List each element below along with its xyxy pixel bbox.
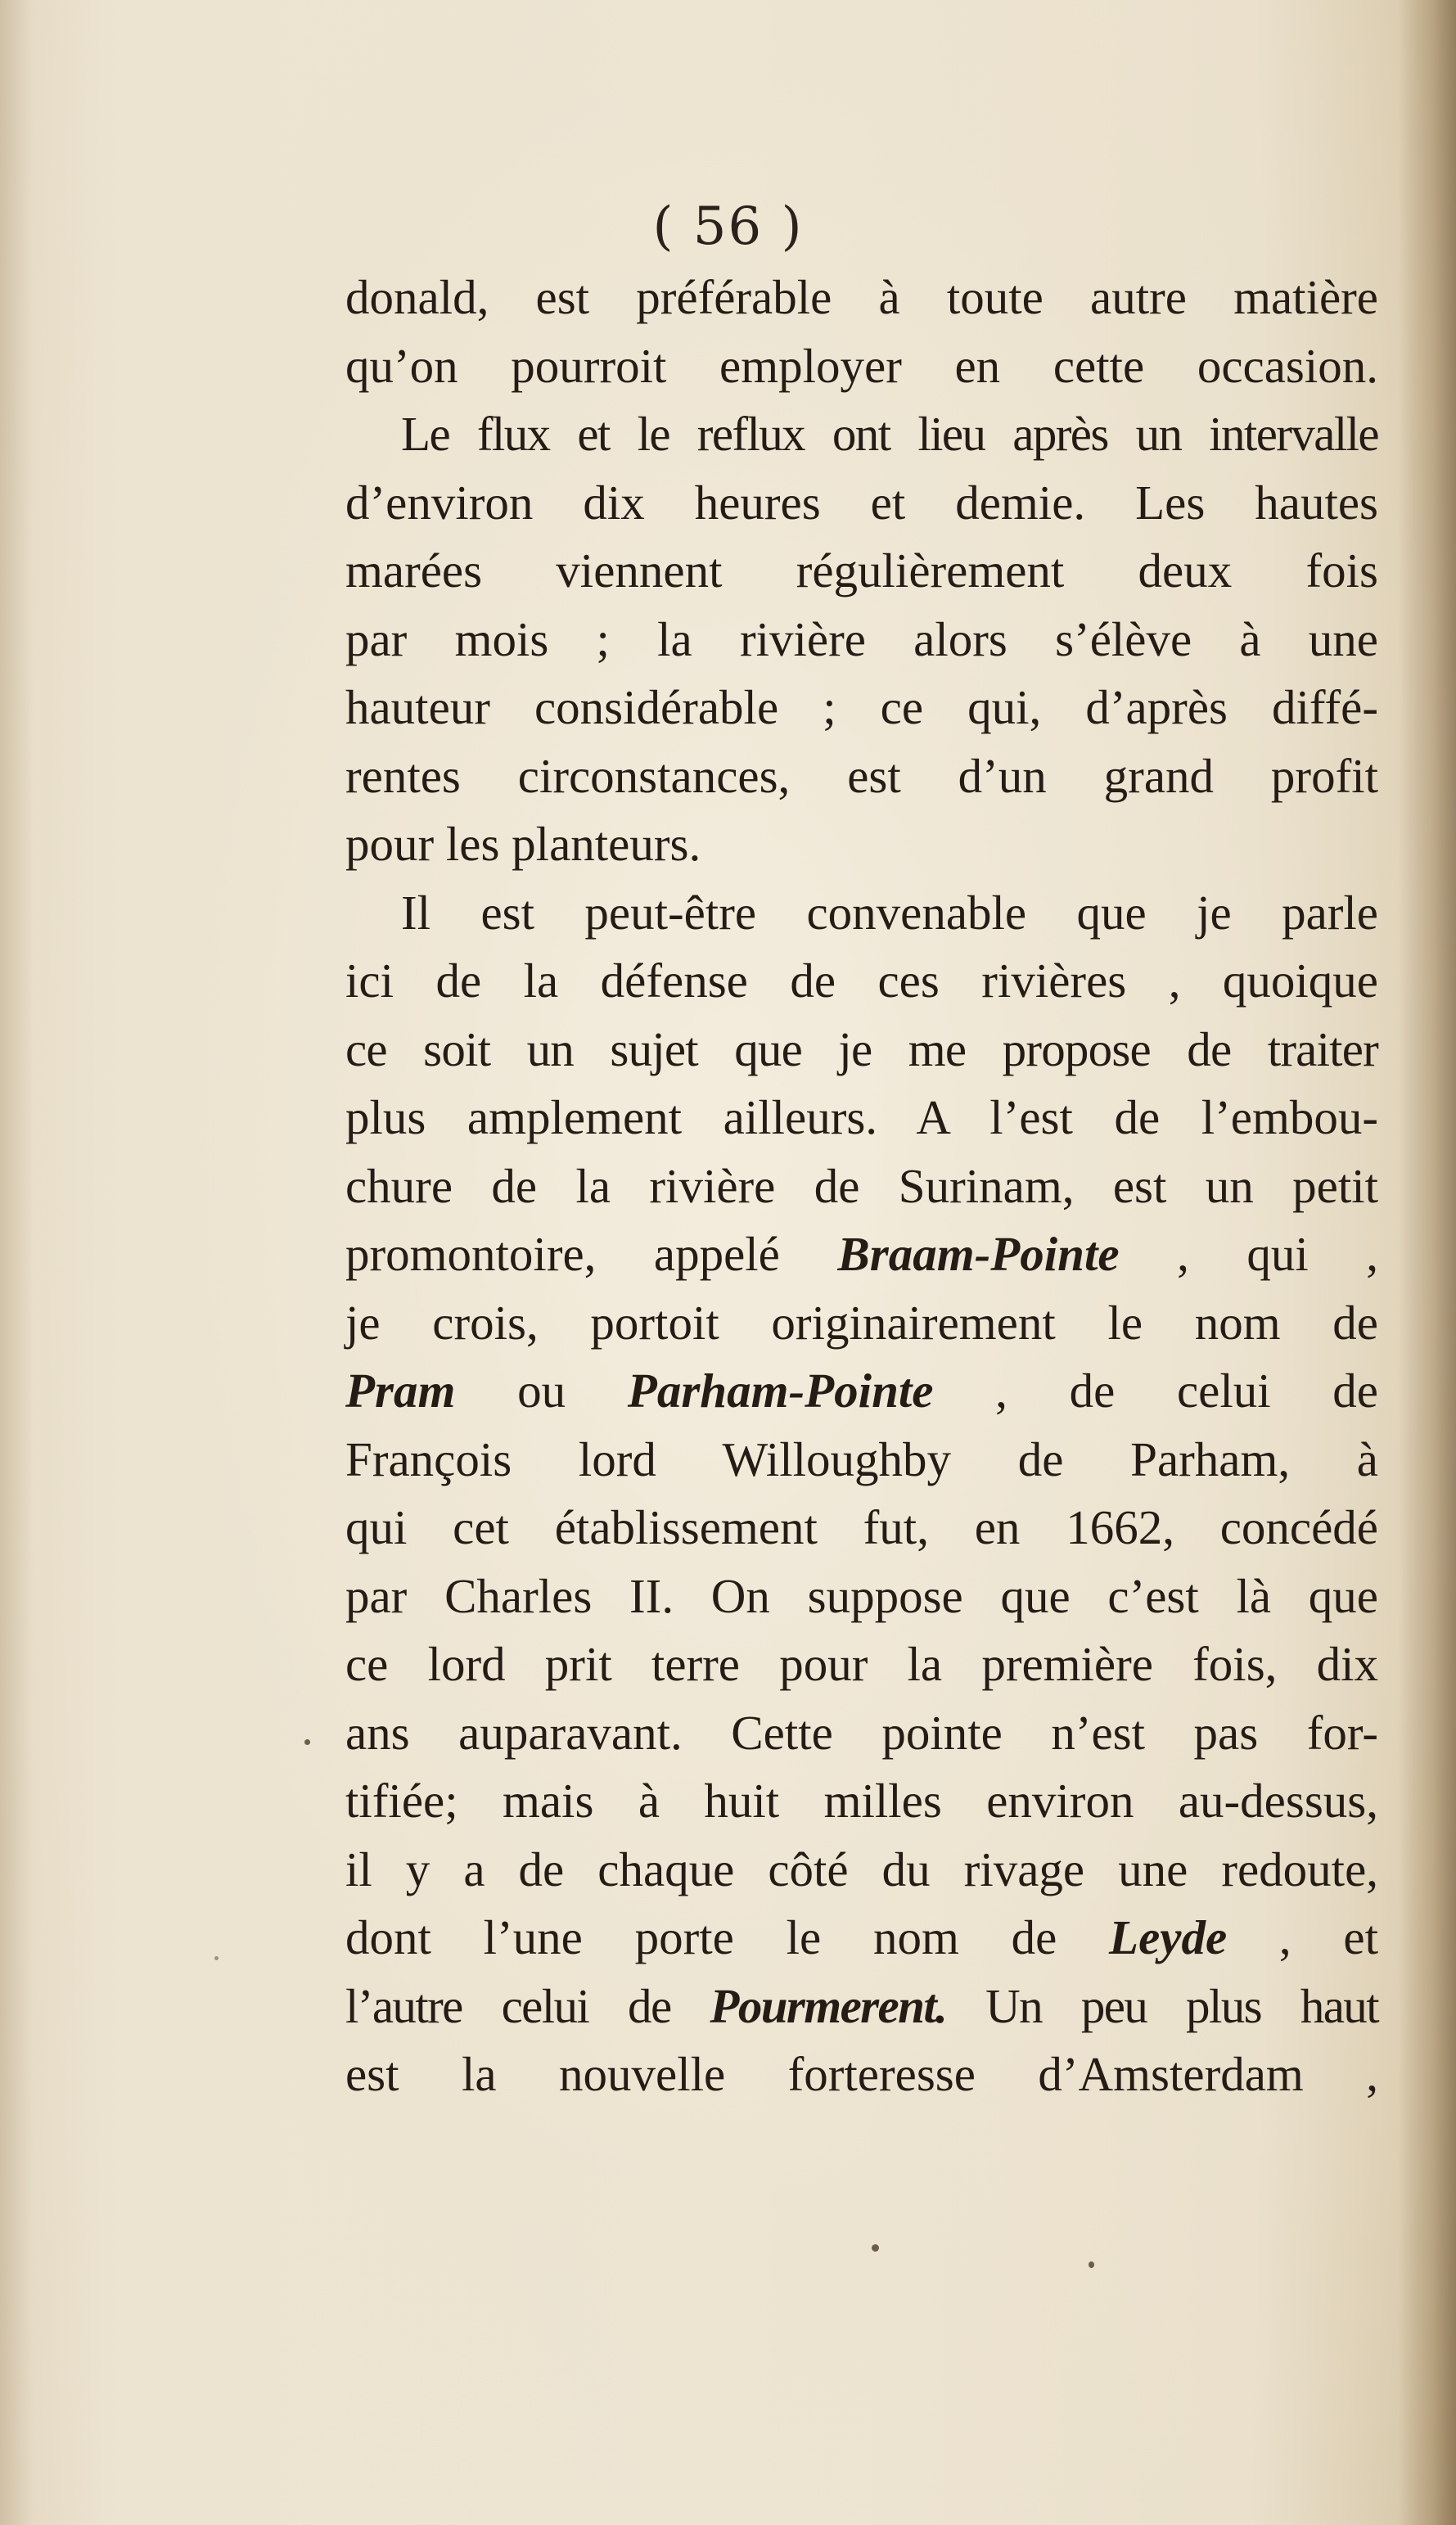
place-name-italic: Leyde	[1109, 1910, 1228, 1964]
paper-speck	[872, 2244, 879, 2252]
text-line: ici de la défense de ces rivières , quoique	[345, 954, 1378, 1008]
text-segment: dont l’une porte le nom de	[345, 1910, 1110, 1964]
text-line: Le flux et le reflux ont lieu après un intervalle	[401, 407, 1378, 461]
text-line	[345, 1220, 1378, 1289]
text-line: François lord Willoughby de Parham, à	[345, 1432, 1378, 1486]
text-line: je crois, portoit originairement le nom de	[345, 1295, 1378, 1350]
text-line: est la nouvelle forteresse d’Amsterdam ,	[345, 2047, 1378, 2101]
text-line: qui cet établissement fut, en 1662, concédé	[345, 1500, 1378, 1554]
text-line	[345, 1973, 1378, 2041]
text-line: par mois ; la rivière alors s’élève à une	[345, 611, 1378, 666]
text-line: tifiée; mais à huit milles environ au-dessus,	[345, 1774, 1378, 1828]
paper-speck	[214, 1956, 219, 1960]
text-segment: Un peu plus haut	[946, 1978, 1378, 2033]
page-number: ( 56 )	[652, 196, 804, 257]
text-line: rentes circonstances, est d’un grand profit	[345, 748, 1378, 803]
text-line: chure de la rivière de Surinam, est un petit	[345, 1158, 1378, 1213]
text-line: marées viennent régulièrement deux fois	[345, 543, 1378, 597]
text-segment: promontoire, appelé	[345, 1227, 838, 1281]
place-name-italic: Pram	[345, 1364, 456, 1418]
body-text	[345, 264, 1378, 2109]
text-line: ce lord prit terre pour la première fois, dix	[345, 1637, 1378, 1691]
text-segment: , et	[1227, 1910, 1378, 1964]
text-segment: , de celui de	[933, 1364, 1378, 1418]
text-segment: , qui ,	[1119, 1227, 1378, 1281]
text-segment: l’autre celui de	[345, 1978, 710, 2033]
page-edge-shadow	[1399, 0, 1456, 2525]
page-gutter-shadow	[0, 0, 33, 2525]
text-segment: ou	[455, 1364, 628, 1418]
text-line: d’environ dix heures et demie. Les hautes	[345, 475, 1378, 530]
text-line: par Charles II. On suppose que c’est là que	[345, 1568, 1378, 1623]
text-line: ce soit un sujet que je me propose de traiter	[345, 1021, 1378, 1076]
place-name-italic: Pourmerent.	[710, 1978, 947, 2033]
text-line	[345, 1357, 1378, 1426]
text-line: donald, est préférable à toute autre matière	[345, 270, 1378, 324]
text-line: qu’on pourroit employer en cette occasion.	[345, 338, 1378, 393]
paper-speck	[1089, 2261, 1094, 2268]
text-line: il y a de chaque côté du rivage une redoute,	[345, 1842, 1378, 1896]
place-name-italic: Braam-Pointe	[837, 1227, 1120, 1281]
text-line: ans auparavant. Cette pointe n’est pas for-	[345, 1705, 1378, 1760]
text-line: Il est peut-être convenable que je parle	[401, 885, 1378, 940]
text-line	[345, 1904, 1378, 1973]
text-line: pour les planteurs.	[345, 817, 701, 871]
paper-speck	[304, 1739, 310, 1745]
text-line: hauteur considérable ; ce qui, d’après diffé-	[345, 680, 1378, 734]
place-name-italic: Parham-Pointe	[627, 1364, 934, 1418]
text-line: plus amplement ailleurs. A l’est de l’embou-	[345, 1090, 1378, 1144]
